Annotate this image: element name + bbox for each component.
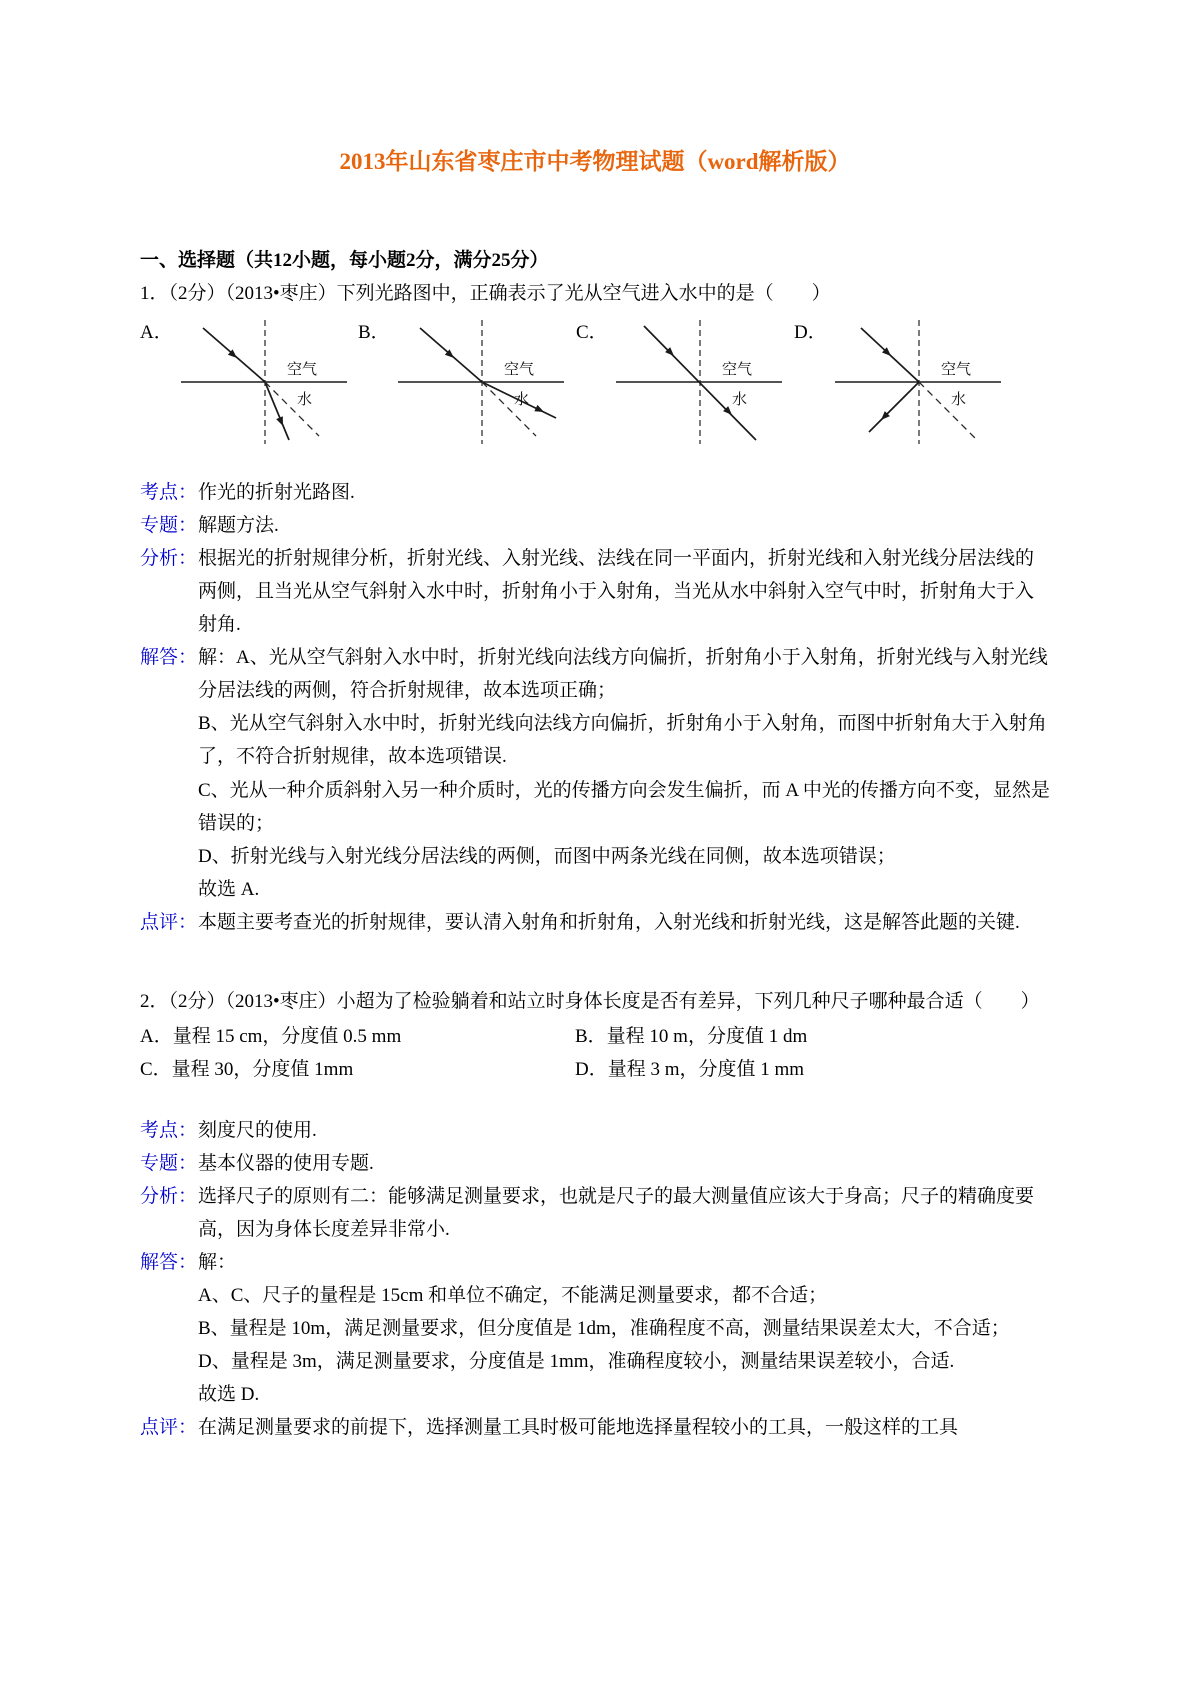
q1-kaodian-row <box>140 476 1050 509</box>
answer-label-kaodian: 考点： <box>140 482 198 504</box>
q1-option-d <box>794 316 1012 448</box>
light-path-diagram-c <box>610 316 788 448</box>
q2-block <box>140 985 1050 1445</box>
q1-option-b <box>358 316 576 448</box>
answer-label-fenxi: 分析： <box>140 1186 198 1207</box>
q2-stem: 2．（2分）（2013•枣庄）小超为了检验躺着和站立时身体长度是否有差异，下列几种尺子哪种最合适（ ） <box>140 990 1040 1012</box>
continuation-ray-dashed <box>265 382 319 436</box>
q2-jieda-paragraph: A、C、尺子的量程是 15cm 和单位不确定，不能满足测量要求，都不合适； <box>198 1285 828 1307</box>
q1-answer-block <box>140 476 1050 939</box>
q1-jieda-paragraph: 解：A、光从空气斜射入水中时，折射光线向法线方向偏折，折射角小于入射角，折射光线与入射光线分居法线的两侧，符合折射规律，故本选项正确； <box>198 647 1048 702</box>
continuation-ray-dashed <box>482 382 536 436</box>
q2-jieda-row <box>140 1246 1050 1411</box>
q2-fenxi-text: 选择尺子的原则有二：能够满足测量要求，也就是尺子的最大测量值应该大于身高；尺子的精确度要高，因为身体长度差异非常小. <box>198 1186 1035 1241</box>
light-path-diagram-b <box>392 316 570 448</box>
q1-option-a <box>140 316 358 448</box>
q2-dianping-row <box>140 1411 1050 1444</box>
option-letter-b: B． <box>358 322 390 344</box>
option-letter-a: A． <box>140 322 173 344</box>
q1-diagram-row <box>140 316 1050 448</box>
q1-jieda-paragraph: 故选 A. <box>198 878 260 900</box>
continuation-ray-dashed <box>919 382 975 438</box>
q1-jieda-paragraph: C、光从一种介质斜射入另一种介质时，光的传播方向会发生偏折，而 A 中光的传播方向不变，显然是错误的； <box>198 779 1050 834</box>
water-label: 水 <box>296 392 312 409</box>
light-path-diagram-d <box>829 316 1007 448</box>
q2-jieda-paragraph: B、量程是 10m，满足测量要求，但分度值是 1dm，准确程度不高，测量结果误差太大，不合适； <box>198 1318 1010 1340</box>
water-label: 水 <box>950 392 966 409</box>
refracted-ray <box>265 382 289 440</box>
q2-dianping-text: 在满足测量要求的前提下，选择测量工具时极可能地选择量程较小的工具，一般这样的工具 <box>198 1417 959 1439</box>
document-title: 2013年山东省枣庄市中考物理试题（word解析版） <box>339 149 851 174</box>
air-label: 空气 <box>940 362 971 379</box>
answer-label-fenxi: 分析： <box>140 548 198 570</box>
q2-zhuanti-text: 基本仪器的使用专题. <box>198 1152 374 1174</box>
q2-jieda-paragraph: 故选 D. <box>198 1384 260 1406</box>
q1-jieda-paragraph: D、折射光线与入射光线分居法线的两侧，而图中两条光线在同侧，故本选项错误； <box>198 845 896 867</box>
water-label: 水 <box>513 392 529 409</box>
air-label: 空气 <box>503 362 534 379</box>
q1-fenxi-text: 根据光的折射规律分析，折射光线、入射光线、法线在同一平面内，折射光线和入射光线分居法线的两侧，且当光从空气斜射入水中时，折射角小于入射角，当光从水中斜射入空气中时，折射角大于入射角. <box>198 548 1035 636</box>
q2-options <box>140 1020 1050 1086</box>
q1-jieda-row <box>140 641 1050 905</box>
q2-kaodian-row <box>140 1114 1050 1147</box>
answer-label-zhuanti: 专题： <box>140 515 198 537</box>
q2-zhuanti-row <box>140 1147 1050 1180</box>
answer-label-kaodian: 考点： <box>140 1119 198 1141</box>
water-label: 水 <box>731 392 747 409</box>
q2-answer-block <box>140 1114 1050 1444</box>
q1-kaodian-text: 作光的折射光路图. <box>198 482 355 504</box>
refracted-ray <box>482 382 556 418</box>
q1-dianping-row <box>140 906 1050 939</box>
answer-label-jieda: 解答： <box>140 647 198 669</box>
refracted-ray-same-side <box>869 382 919 432</box>
q2-option-c: C．量程 30，分度值 1mm <box>140 1058 354 1080</box>
q2-jieda-paragraph: D、量程是 3m，满足测量要求，分度值是 1mm，准确程度较小，测量结果误差较小，合适. <box>198 1351 955 1373</box>
answer-label-jieda: 解答： <box>140 1252 198 1274</box>
q2-kaodian-text: 刻度尺的使用. <box>198 1119 317 1141</box>
q2-option-a: A．量程 15 cm，分度值 0.5 mm <box>140 1025 402 1047</box>
air-label: 空气 <box>286 362 317 379</box>
q2-option-d: D．量程 3 m，分度值 1 mm <box>575 1058 805 1080</box>
answer-label-dianping: 点评： <box>140 911 198 933</box>
q2-jieda-paragraph: 解： <box>198 1252 237 1274</box>
option-letter-c: C． <box>576 322 608 344</box>
q1-zhuanti-row <box>140 509 1050 542</box>
option-letter-d: D． <box>794 322 827 344</box>
answer-label-dianping: 点评： <box>140 1417 198 1439</box>
q1-jieda-paragraph: B、光从空气斜射入水中时，折射光线向法线方向偏折，折射角小于入射角，而图中折射角大于入射角了，不符合折射规律，故本选项错误. <box>198 713 1047 768</box>
arrowhead-icon <box>534 405 545 415</box>
air-label: 空气 <box>721 362 752 379</box>
q1-dianping-text: 本题主要考查光的折射规律，要认清入射角和折射角，入射光线和折射光线，这是解答此题的关键. <box>198 911 1020 933</box>
light-path-diagram-a <box>175 316 353 448</box>
section-heading: 一、选择题（共12小题，每小题2分，满分25分） <box>140 250 549 272</box>
q1-option-c <box>576 316 794 448</box>
q1-fenxi-row <box>140 542 1050 641</box>
q1-stem: 1．（2分）（2013•枣庄）下列光路图中，正确表示了光从空气进入水中的是（ ） <box>140 283 831 305</box>
arrowhead-icon <box>276 416 286 427</box>
answer-label-zhuanti: 专题： <box>140 1152 198 1174</box>
q1-zhuanti-text: 解题方法. <box>198 515 279 537</box>
q2-fenxi-row <box>140 1180 1050 1246</box>
q2-option-b: B．量程 10 m，分度值 1 dm <box>575 1025 808 1047</box>
